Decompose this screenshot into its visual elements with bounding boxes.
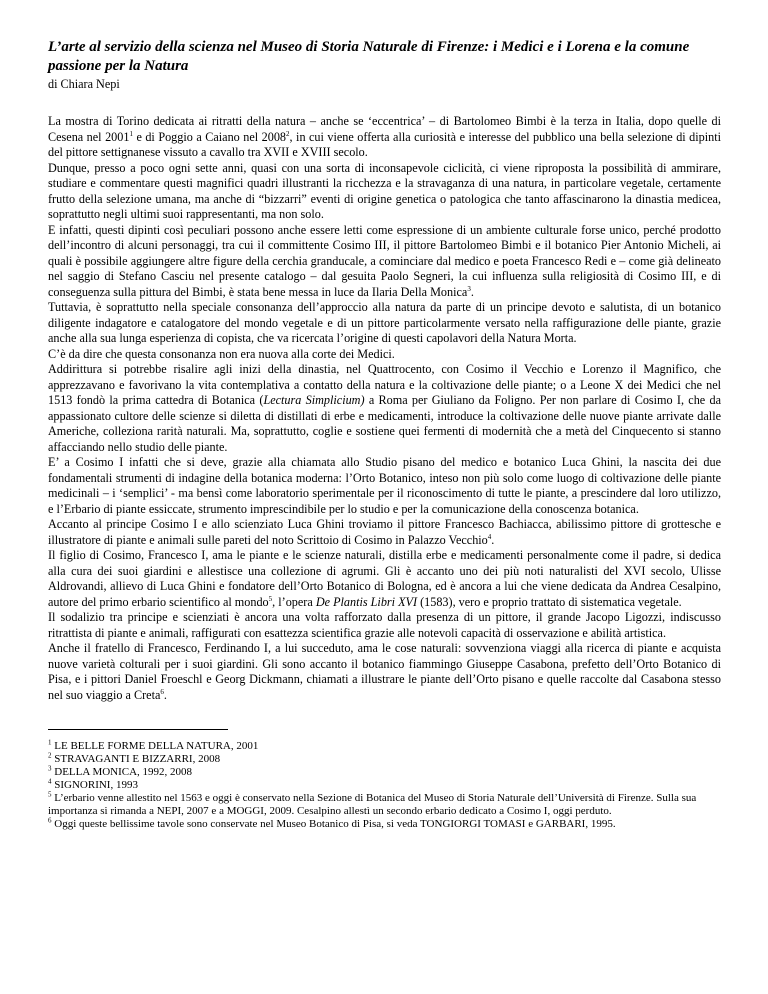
footnote-ref: 4 [487,532,492,541]
paragraph-text: . [163,687,167,702]
paragraph-text: , l’opera [272,594,316,609]
footnote-ref: 5 [268,594,273,603]
body-paragraph [48,161,721,223]
footnote-number: 5 [48,790,52,799]
paragraph-text: Lectura Simplicium) [263,393,365,407]
footnote [48,766,721,779]
footnote-separator [48,729,228,730]
paragraph-text: Anche il fratello di Francesco, Ferdinando I, a lui succeduto, ama le cose naturali: sovvenziona viaggi alla ricerca di piante e acquista nuove varietà colturali per i suoi giardini. Gli sono accanto il botanico fiammingo Giuseppe Casabona, prefetto dell’Orto Botanico di Pisa, e i pittori Daniel Froeschl e Georg Dickmann, chiamati a illustrare le piante dell’Orto pisano e quelle raccolte dal Casabona stesso nel suo viaggio a Creta [48,641,721,702]
paragraph-text: Tuttavia, è soprattutto nella speciale consonanza dell’approccio alla natura da parte di un principe devoto e salutista, di un botanico diligente indagatore e catalogatore del mondo vegetale e di un pittore particolarmente versato nella raffigurazione delle piante, grazie anche alla sua lunga esperienza di copista, che va ricercata l’origine di questi capolavori della Natura Morta. [48,300,721,345]
author-line: di Chiara Nepi [48,77,120,91]
paragraph-text: E infatti, questi dipinti così peculiari possono anche essere letti come espressione di un ambiente culturale forse unico, perché prodotto dell’incontro di alcuni personaggi, tra cui il committente Cosimo III, il pittore Bartolomeo Bimbi e il botanico Pier Antonio Micheli, ai quali è possibile aggiungere altre figure della cerchia granducale, a cominciare dal medico e poeta Francesco Redi e – come già delineato nel saggio di Stefano Casciu nel presente catalogo – dal gesuita Paolo Segneri, la cui influenza sulla religiosità di Cosimo III, e di conseguenza sulla pittura del Bimbi, è stata bene messa in luce da Ilaria Della Monica [48,222,721,299]
paragraph-text: a Roma per Giuliano da Foligno. Per non parlare di Cosimo I, che da appassionato cultore delle scienze si diletta di distillati di erbe e medicamenti, introduce la coltivazione delle nuove piante arrivate dalle Americhe, colleziona rarità naturali. Ma, soprattutto, coglie e sostiene quei fermenti di modernità che a metà del Cinquecento si stanno affacciando nello studio delle piante. [48,393,721,454]
footnote-ref: 3 [467,284,471,293]
footnote-text: L’erbario venne allestito nel 1563 e oggi è conservato nella Sezione di Botanica del Museo di Storia Naturale dell’Università di Firenze. Sulla sua importanza si rimanda a NEPI, 2007 e a MOGGI, 2009. Cesalpino allestì un secondo erbario dedicato a Cosimo I, oggi perduto. [48,792,697,817]
paragraph-text: E’ a Cosimo I infatti che si deve, grazie alla chiamata allo Studio pisano del medico e botanico Luca Ghini, la nascita dei due fondamentali strumenti di indagine della botanica moderna: l’Orto Botanico, inteso non più solo come luogo di coltivazione delle piante medicinali – i ‘semplici’ - ma bensì come laboratorio sperimentale per il riconoscimento di tutte le piante, a prescindere dal loro utilizzo, e l’Erbario di piante essiccate, strumento imprescindibile per lo studio e per la comunicazione della conoscenza botanica. [48,455,721,516]
body-paragraph [48,610,721,641]
body-paragraph [48,223,721,301]
body-paragraph [48,517,721,548]
footnote-ref: 2 [286,129,290,138]
footnote-text: STRAVAGANTI E BIZZARRI, 2008 [51,753,221,765]
paragraph-text: (1583), vero e proprio trattato di sistematica vegetale. [417,594,682,609]
body-paragraph [48,114,721,161]
footnote-ref: 1 [129,129,133,138]
footnote [48,818,721,831]
footnote-number: 6 [48,816,52,825]
footnote-text: SIGNORINI, 1993 [51,779,138,791]
article-title: L’arte al servizio della scienza nel Museo di Storia Naturale di Firenze: i Medici e i Lorena e la comune passione per la Natura [48,39,690,74]
document-page [48,38,721,831]
footnote [48,792,721,818]
body-paragraph [48,362,721,455]
body-paragraph [48,641,721,703]
footnote-text: DELLA MONICA, 1992, 2008 [51,766,193,778]
paragraph-text: Accanto al principe Cosimo I e allo scienziato Luca Ghini troviamo il pittore Francesco Bachiacca, abilissimo pittore di grottesche e illustratore di piante e animali sulle pareti del noto Scrittoio di Cosimo in Palazzo Vecchio [48,517,721,547]
body-paragraph [48,455,721,517]
paragraph-text: La mostra di Torino dedicata ai ritratti della natura – anche se ‘eccentrica’ – di Bartolomeo Bimbi è la terza in Italia, dopo quelle di Cesena nel 2001 [48,114,721,144]
paragraph-text: Il figlio di Cosimo, Francesco I, ama le piante e le scienze naturali, distilla erbe e medicamenti personalmente come il padre, si dedica alla cura dei suoi giardini e allestisce una collezione di agrumi. Gli è accanto uno dei più noti naturalisti del XVI secolo, Ulisse Aldrovandi, allievo di Luca Ghini e fondatore dell’Orto Botanico di Bologna, ed è ancora a lui che viene dedicata da Andrea Cesalpino, autore del primo erbario scientifico al mondo [48,548,721,609]
footnote-number: 3 [48,764,52,773]
footnote-number: 2 [48,751,52,760]
paragraph-text: Dunque, presso a poco ogni sette anni, quasi con una sorta di inconsapevole ciclicità, ci viene riproposta la possibilità di ammirare, studiare e commentare questi magnifici quadri illustranti la ricchezza e la stravaganza di una natura, in particolare vegetale, certamente frutto della selezione umana, ma anche di “bizzarri” eventi di origine genetica o patologica che tanto affascinarono la dinastia medicea, soprattutto negli ultimi suoi rappresentanti, ma non solo. [48,160,721,221]
body-paragraph [48,548,721,610]
paragraph-text: Il sodalizio tra principe e scienziati è ancora una volta rafforzato dalla presenza di un pittore, il grande Jacopo Ligozzi, indiscusso ritrattista di piante e animali, raffigurati con esattezza scientifica grazie alle notevoli capacità di osservazione e abilità artistica. [48,610,721,640]
footnote-number: 4 [48,777,52,786]
footnote-ref: 6 [160,687,164,696]
paragraph-text: Addirittura si potrebbe risalire agli inizi della dinastia, nel Quattrocento, con Cosimo il Vecchio e Lorenzo il Magnifico, che apprezzavano e favorivano la vita contemplativa a contatto della natura e la coltivazione delle piante; o a Leone X dei Medici che nel 1513 fondò la prima cattedra di Botanica ( [48,362,721,407]
paragraph-text: , in cui viene offerta alla curiosità e interesse del pubblico una bella selezione di dipinti del pittore settignanese vissuto a cavallo tra XVII e XVIII secolo. [48,129,722,159]
body-paragraph [48,300,721,347]
footnote [48,740,721,753]
footnotes [48,740,721,831]
footnote-text: LE BELLE FORME DELLA NATURA, 2001 [51,740,259,752]
paragraph-text: . [491,532,495,547]
body-paragraph [48,347,721,363]
article-body [48,114,721,703]
footnote [48,753,721,766]
footnote-number: 1 [48,738,52,747]
paragraph-text: C’è da dire che questa consonanza non era nuova alla corte dei Medici. [48,346,395,361]
footnote-text: Oggi queste bellissime tavole sono conservate nel Museo Botanico di Pisa, si veda TONGIORGI TOMASI e GARBARI, 1995. [51,818,616,830]
paragraph-text: De Plantis Libri XVI [315,594,418,609]
paragraph-text: . [470,284,474,299]
footnote [48,779,721,792]
paragraph-text: e di Poggio a Caiano nel 2008 [132,129,287,144]
